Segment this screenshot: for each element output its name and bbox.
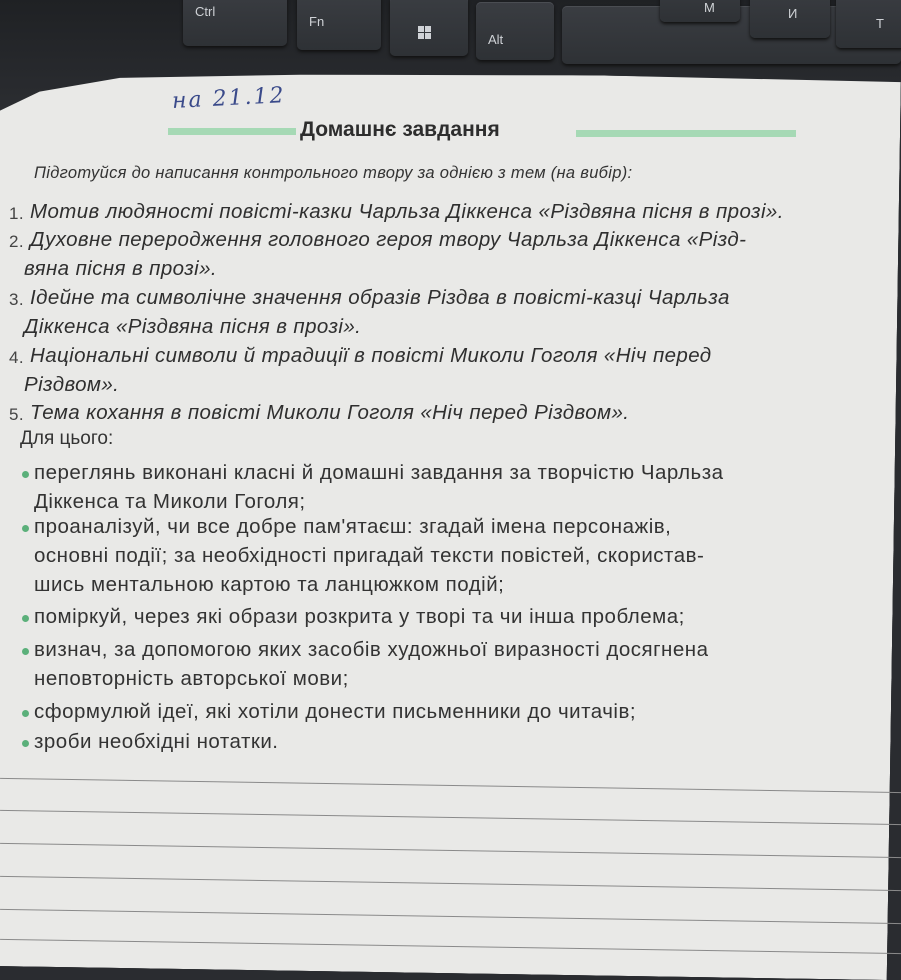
key-label: М <box>704 0 715 15</box>
bullet-dot-icon <box>22 740 29 747</box>
key-label: И <box>788 6 798 21</box>
key-label: Т <box>876 16 884 31</box>
topic-text-line1: Ідейне та символічне значення образів Різдва в повісті-казці Чарльза <box>30 286 730 309</box>
topic-text-line2: Діккенса «Різдвяна пісня в прозі». <box>24 315 362 338</box>
bullet-text-line2: неповторність авторської мови; <box>34 667 349 690</box>
bullet-text-line3: шись ментальною картою та ланцюжком подій; <box>34 573 505 596</box>
bullet-text-line1: проаналізуй, чи все добре пам'ятаєш: згадай імена персонажів, <box>34 515 672 538</box>
topic-number: 5. <box>9 405 24 424</box>
writing-line <box>0 876 901 891</box>
bullet-dot-icon <box>22 648 29 655</box>
topic-text-line2: Різдвом». <box>24 373 120 396</box>
writing-line <box>0 939 901 954</box>
topic-number: 4. <box>9 348 24 367</box>
topic-text-line1: Національні символи й традиції в повісті Миколи Гоголя «Ніч перед <box>30 344 712 367</box>
writing-line <box>0 778 901 793</box>
bullet-dot-icon <box>22 525 29 532</box>
handwritten-date-note: на 21.12 <box>171 83 287 114</box>
key-label: Ctrl <box>195 4 216 19</box>
bullet-dot-icon <box>22 615 29 622</box>
title-decor-left <box>168 128 296 135</box>
writing-line <box>0 810 901 825</box>
topic-text-line1: Тема кохання в повісті Миколи Гоголя «Ніч перед Різдвом». <box>30 401 630 424</box>
title-row <box>0 118 901 148</box>
bullet-text-line1: поміркуй, через які образи розкрита у творі та чи інша проблема; <box>34 605 685 628</box>
bullet-dot-icon <box>22 710 29 717</box>
topic-text-line1: Духовне переродження головного героя твору Чарльза Діккенса «Різд- <box>30 228 747 251</box>
key-label: Fn <box>309 14 325 29</box>
bullet-text-line1: зроби необхідні нотатки. <box>34 730 279 753</box>
writing-line <box>0 843 901 858</box>
bullet-dot-icon <box>22 471 29 478</box>
bullet-text-line2: основні події; за необхідності пригадай тексти повістей, скористав- <box>34 544 705 567</box>
title-decor-right <box>576 130 796 137</box>
topic-text-line1: Мотив людяності повісті-казки Чарльза Діккенса «Різдвяна пісня в прозі». <box>30 200 784 223</box>
page-title: Домашнє завдання <box>300 118 500 141</box>
intro-text: Підготуйся до написання контрольного твору за однією з тем (на вибір): <box>34 164 633 182</box>
topic-number: 1. <box>9 204 24 223</box>
topic-number: 2. <box>9 232 24 251</box>
bullet-text-line1: сформулюй ідеї, які хотіли донести письменники до читачів; <box>34 700 637 723</box>
key-label: Alt <box>488 32 504 47</box>
topic-text-line2: вяна пісня в прозі». <box>24 257 218 280</box>
bullet-text-line1: визнач, за допомогою яких засобів художньої виразності досягнена <box>34 638 709 661</box>
for-this-heading: Для цього: <box>20 428 114 449</box>
bullet-text-line1: переглянь виконані класні й домашні завдання за творчістю Чарльза <box>34 461 724 484</box>
writing-line <box>0 909 901 924</box>
bullet-text-line2: Діккенса та Миколи Гоголя; <box>34 490 306 513</box>
topic-number: 3. <box>9 290 24 309</box>
